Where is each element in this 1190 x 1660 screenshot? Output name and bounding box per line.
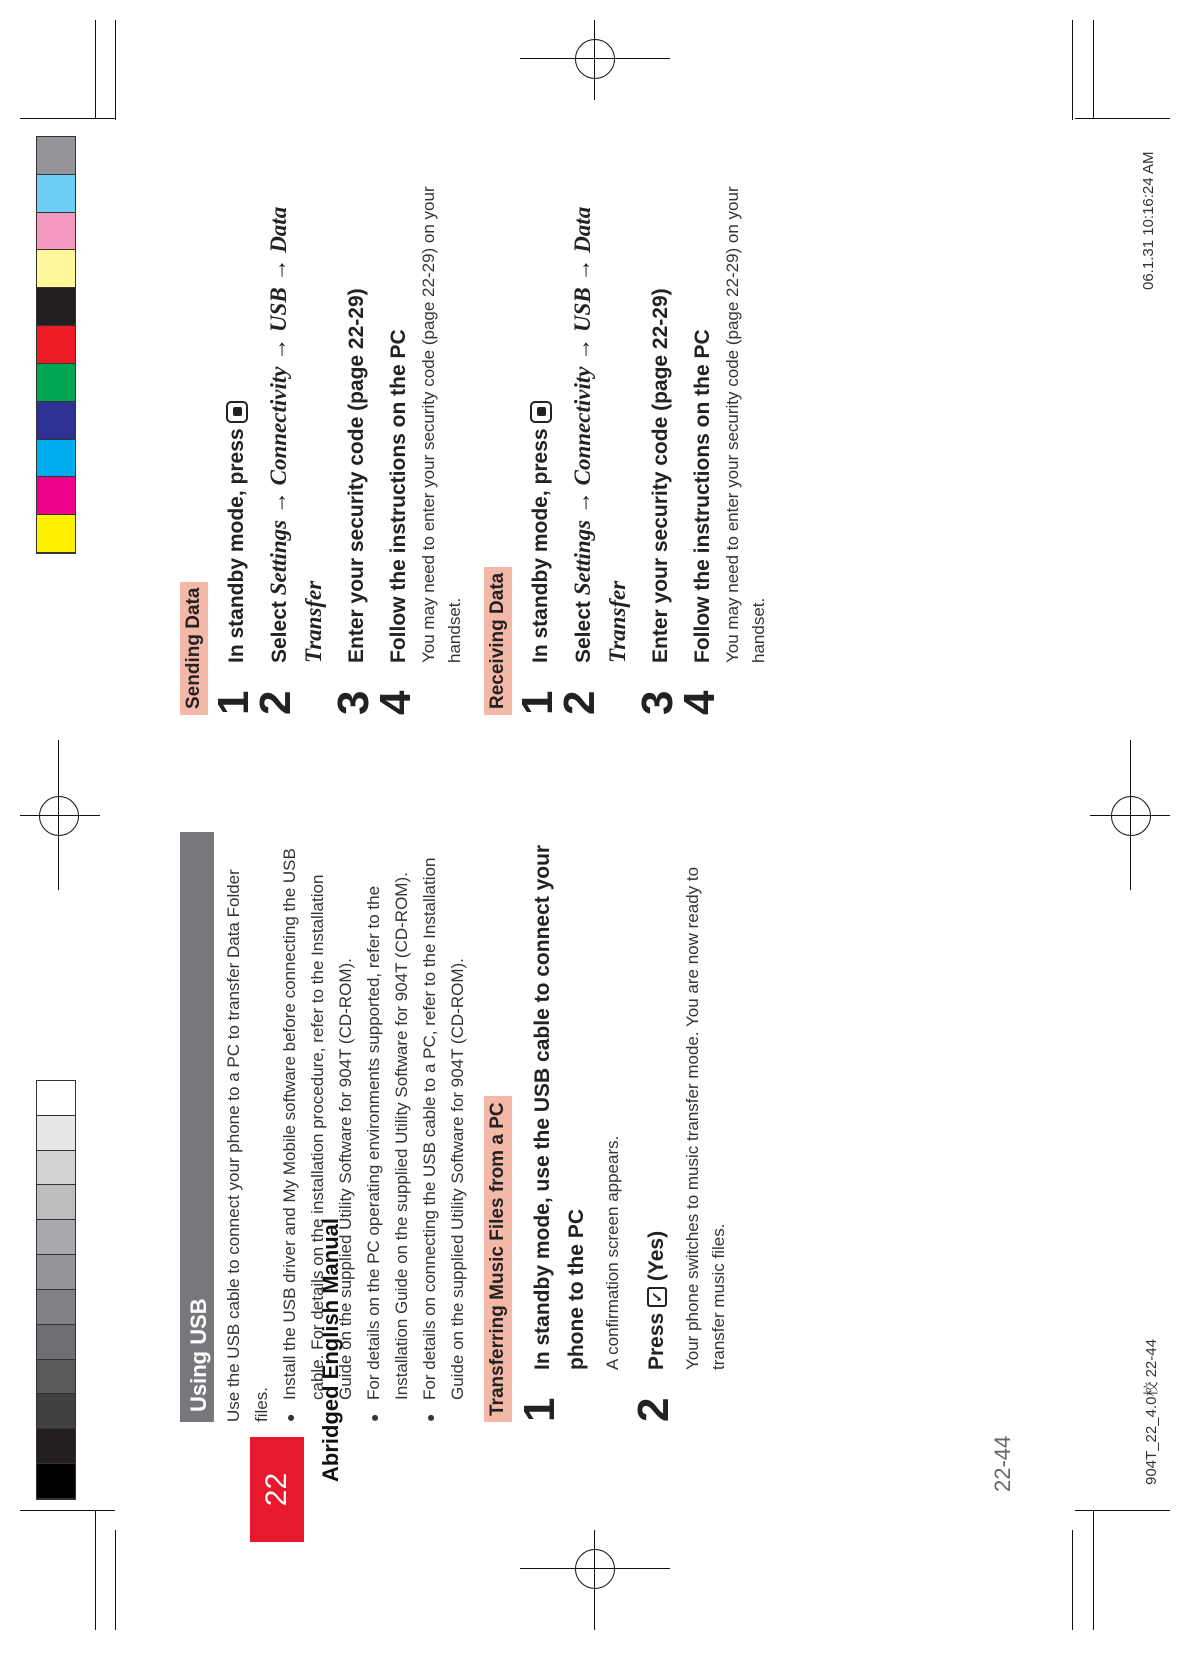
file-info: 904T_22_4.0校 22-44 <box>1143 1339 1160 1485</box>
transfer-step-1 <box>515 832 626 1422</box>
timestamp: 06.1.31 10:16:24 AM <box>1140 151 1157 290</box>
receiving-step-4 <box>675 155 772 715</box>
section-title-using-usb: Using USB <box>180 832 214 1422</box>
sending-step-2 <box>251 155 332 715</box>
section-title-transferring: Transferring Music Files from a PC <box>484 1096 512 1422</box>
step-text: Follow the instructions on the PC <box>691 329 714 663</box>
step-note: A confirmation screen appears. <box>603 1135 622 1370</box>
step-text: In standby mode, press <box>225 428 248 663</box>
bullet-item: ● Install the USB driver and My Mobile software before connecting the USB cable. For details on the installation procedure, refer to the Installation Guide on the supplied Utility Software for 904T (CD-ROM). <box>276 832 360 1422</box>
left-column <box>180 832 732 1422</box>
sending-step-3 <box>329 155 378 715</box>
right-column <box>180 155 772 715</box>
step-text: Follow the instructions on the PC <box>387 329 410 663</box>
step-number: 4 <box>371 690 420 715</box>
step-number: 2 <box>251 690 300 715</box>
step-text: In standby mode, press <box>529 428 552 663</box>
intro-text: Use the USB cable to connect your phone to a PC to transfer Data Folder files. <box>224 869 271 1422</box>
step-number: 1 <box>209 690 258 715</box>
step-note: You may need to enter your security code (page 22-29) on your handset. <box>723 186 768 663</box>
page-number: 22-44 <box>990 1435 1015 1492</box>
receiving-step-2 <box>555 155 636 715</box>
step-note: Your phone switches to music transfer mode. You are now ready to transfer music files. <box>683 866 728 1370</box>
step-note: You may need to enter your security code (page 22-29) on your handset. <box>419 186 464 663</box>
step-number: 2 <box>629 1397 678 1422</box>
section-title-receiving: Receiving Data <box>484 567 512 715</box>
center-key-icon <box>530 401 552 423</box>
step-text: Select <box>268 601 291 663</box>
step-number: 3 <box>633 690 682 715</box>
step-number: 2 <box>555 690 604 715</box>
receiving-step-1 <box>513 155 562 715</box>
step-text: Enter your security code (page 22-29) <box>649 288 672 663</box>
menu-path: Settings → Connectivity → USB → Data Transfer <box>570 206 630 663</box>
center-key-icon <box>226 401 248 423</box>
step-number: 3 <box>329 690 378 715</box>
transfer-step-2 <box>629 832 732 1422</box>
chapter-tab <box>250 1437 304 1542</box>
soft-key-icon: ✓ <box>647 1287 667 1307</box>
chapter-number: 22 <box>260 1472 293 1507</box>
section-title-sending: Sending Data <box>180 582 208 715</box>
step-text: Enter your security code (page 22-29) <box>345 288 368 663</box>
bullet-item: ● For details on connecting the USB cable to a PC, refer to the Installation Guide on the supplied Utility Software for 904T (CD-ROM). <box>416 832 472 1422</box>
step-text: Press <box>645 1312 668 1370</box>
chapter-title: Abridged English Manual <box>318 1217 343 1482</box>
receiving-step-3 <box>633 155 682 715</box>
bullet-item: ● For details on the PC operating environments supported, refer to the Installation Guide on the supplied Utility Software for 904T (CD-ROM). <box>360 832 416 1422</box>
step-number: 1 <box>515 1397 564 1422</box>
menu-path: Settings → Connectivity → USB → Data Transfer <box>266 206 326 663</box>
sending-step-1 <box>209 155 258 715</box>
step-text: In standby mode, use the USB cable to connect your phone to the PC <box>531 844 588 1370</box>
step-number: 1 <box>513 690 562 715</box>
sending-step-4 <box>371 155 468 715</box>
step-text-yes: (Yes) <box>645 1230 668 1282</box>
step-number: 4 <box>675 690 724 715</box>
step-text: Select <box>572 601 595 663</box>
